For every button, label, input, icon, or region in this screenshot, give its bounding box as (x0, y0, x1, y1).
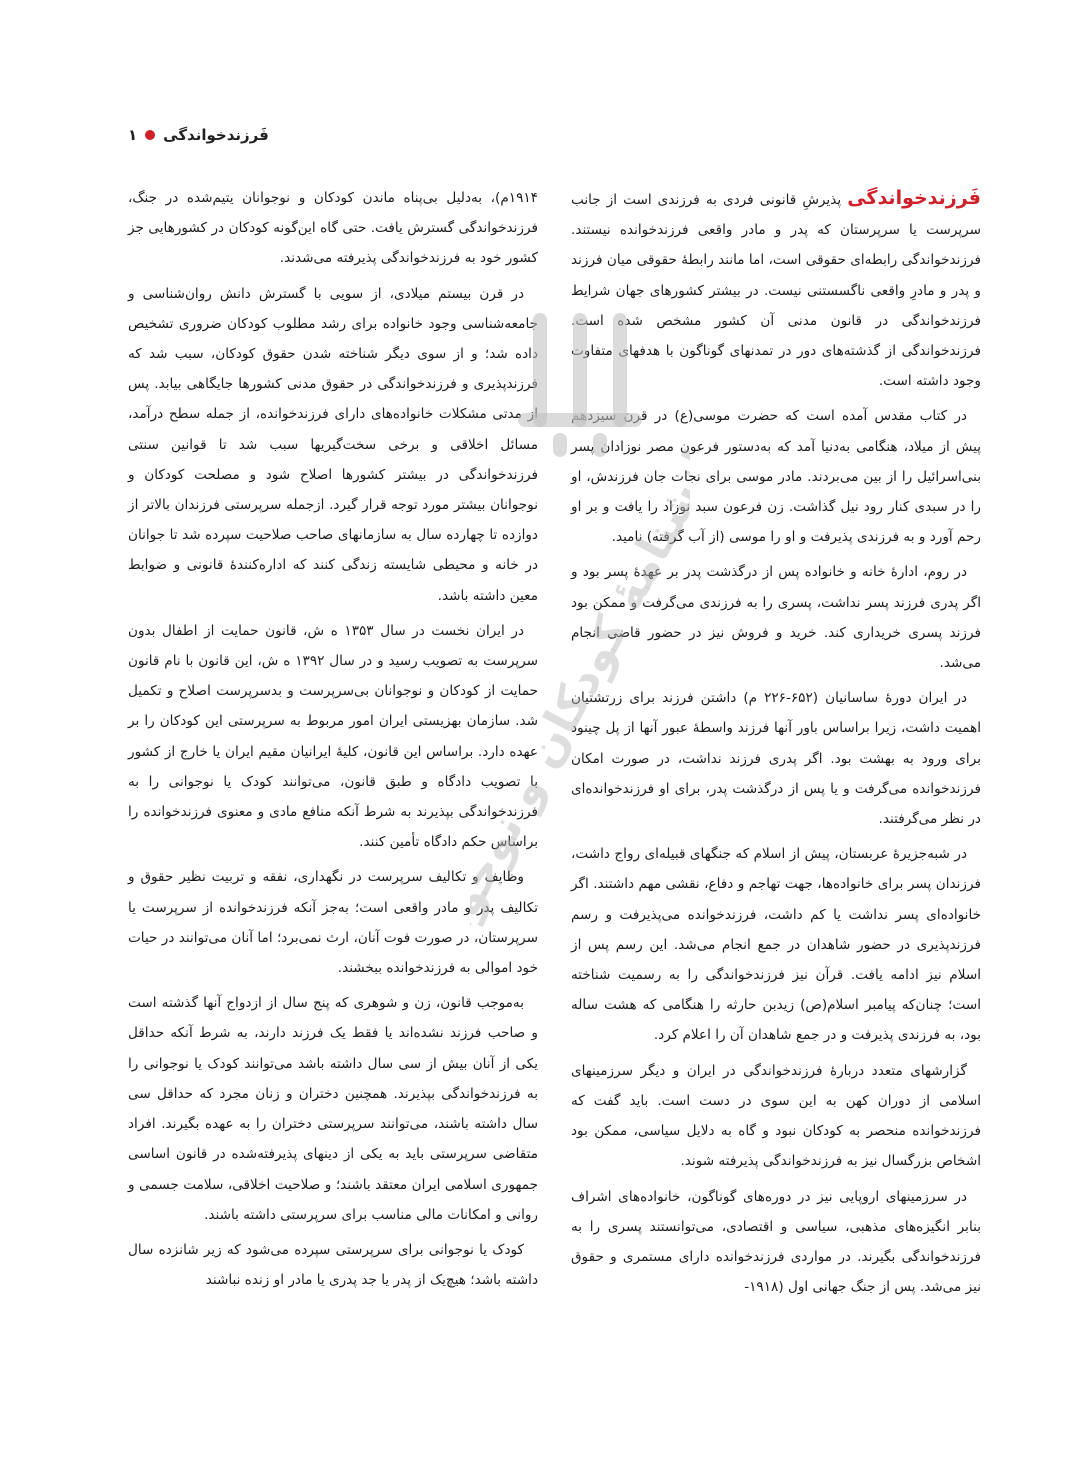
paragraph: در ایران دورهٔ ساسانیان (۶۵۲-۲۲۶ م) داشتن فرزند برای زرتشتیان اهمیت داشت، زیرا براساس باور آنها فرزند واسطهٔ عبور آنها از پل چینود برای ورود به بهشت بود. اگر پدری فرزند نداشت، در صورت امکان فرزندخوانده می‌گرفت و یا پس از درگذشت پدر، برای او فرزندخوانده‌ای در نظر می‌گرفتند. (571, 690, 981, 828)
running-header (128, 126, 269, 144)
watermark-text: دانشنامهٔ کودکان و نوجوانان (470, 420, 690, 1005)
paragraph: در ایران نخست در سال ۱۳۵۳ ه ش، قانون حمایت از اطفال بدون سرپرست به تصویب رسید و در سال ۱۳۹۲ ه ش، این قانون با نام قانون حمایت از کودکان و نوجوانان بی‌سرپرست و بدسرپرست اصلاح و تکمیل شد. سازمان بهزیستی ایران امور مربوط به سرپرستی این کودکان را بر عهده دارد. براساس این قانون، کلیهٔ ایرانیان مقیم ایران یا خارج از کشور با تصویب دادگاه و طبق قانون، می‌توانند کودک یا نوجوانی را به فرزندخواندگی بپذیرند به شرط آنکه منافع مادی و معنوی فرزندخوانده را براساس حکم دادگاه تأمین کنند. (128, 622, 538, 851)
paragraph: در کتاب مقدس آمده است که حضرت موسی(ع) در قرن سیزدهم پیش از میلاد، هنگامی به‌دنیا آمد که به‌دستور فرعون مصر نوزادان پسر بنی‌اسرائیل را از بین می‌بردند. مادر موسی برای نجات جان فرزندش، او را در سبدی کنار رود نیل گذاشت. زن فرعون سبد نوزاد را یافت و بر او رحم آورد و به فرزندی پذیرفت و او را موسی (از آب گرفته) نامید. (571, 408, 981, 546)
page-number: ۱ (128, 126, 138, 144)
paragraph: کودک یا نوجوانی برای سرپرستی سپرده می‌شود که زیر شانزده سال داشته باشد؛ هیچ‌یک از پدر یا جد پدری یا مادر او زنده نباشند (128, 1241, 538, 1289)
paragraph: در روم، ادارهٔ خانه و خانواده پس از درگذشت پدر بر عهدهٔ پسر بود و اگر پدری فرزند پسر نداشت، پسری را به فرزندی می‌گرفت و ممکن بود فرزند پسری خریداری کند. خرید و فروش نیز در حضور قاضی انجام می‌شد. (571, 564, 981, 672)
entry-headword: فَرزندخواندگی (847, 187, 981, 209)
paragraph: در قرن بیستم میلادی، از سویی با گسترش دانش روان‌شناسی و جامعه‌شناسی وجود خانواده برای رشد مطلوب کودکان ضروری تشخیص داده شد؛ و از سوی دیگر شناخته شدن حقوق کودکان، سبب شد که فرزندپذیری و فرزندخواندگی در حقوق مدنی کشورها جایگاهی بیابد. پس از مدتی مشکلات خانواده‌های دارای فرزندخوانده، از جمله سطح درآمد، مسائل اخلاقی و برخی سخت‌گیریها سبب شد تا قوانین سنتی فرزندخواندگی در بیشتر کشورها اصلاح شود و مصلحت کودکان و نوجوانان بیشتر مورد توجه قرار گیرد. ازجمله سرپرستی فرزندان بالاتر از دوازده تا چهارده سال به سازمانهای صاحب صلاحیت سپرده شد تا جوانان در خانه و محیطی شایسته زندگی کنند که اداره‌کنندهٔ قانونی و ضوابط معین داشته باشد. (128, 285, 538, 604)
section-title: فَرزندخواندگی (163, 126, 269, 144)
paragraph: وظایف و تکالیف سرپرست در نگهداری، نفقه و تربیت نظیر حقوق و تکالیف پدر و مادر واقعی است؛ به‌جز آنکه فرزندخوانده از سرپرست یا سرپرستان، در صورت فوت آنان، ارث نمی‌برد؛ اما آنان می‌توانند در حیات خود اموالی به فرزندخوانده ببخشند. (128, 869, 538, 977)
red-bullet-icon (145, 130, 155, 140)
left-column (128, 183, 538, 1300)
paragraph (571, 183, 981, 396)
paragraph: ۱۹۱۴م)، به‌دلیل بی‌پناه ماندن کودکان و نوجوانان یتیم‌شده در جنگ، فرزندخواندگی گسترش یافت. حتی گاه این‌گونه کودکان در کشورهایی جز کشور خود به فرزندخواندگی پذیرفته می‌شدند. (128, 190, 538, 267)
right-column (571, 183, 981, 1307)
paragraph: در سرزمینهای اروپایی نیز در دوره‌های گوناگون، خانواده‌های اشراف بنابر انگیزه‌های مذهبی، سیاسی و اقتصادی، می‌توانستند پسری را به فرزندخواندگی بگیرند. در مواردی فرزندخوانده دارای مستمری و حقوق نیز می‌شد. پس از جنگ جهانی اول (۱۹۱۸- (571, 1188, 981, 1296)
paragraph: گزارشهای متعدد دربارهٔ فرزندخواندگی در ایران و دیگر سرزمینهای اسلامی از دوران کهن به این سوی در دست است. باید گفت که فرزندخوانده منحصر به کودکان نبود و گاه به دلایل سیاسی، ممکن بود اشخاص بزرگسال نیز به فرزندخواندگی پذیرفته شوند. (571, 1062, 981, 1170)
paragraph-text: پذیرشِ قانونی فردی به فرزندی است از جانب سرپرست یا سرپرستان که پدر و مادر واقعی فرزندخوانده نیستند. فرزندخواندگی رابطه‌ای حقوقی است، اما مانند رابطهٔ حقوقی میان فرزند و پدر و مادرِ واقعی ناگسستنی نیست. در بیشتر کشورهای جهان شرایط فرزندخواندگی در قانون مدنی آن کشور مشخص شده است. فرزندخواندگی از گذشته‌های دور در تمدنهای گوناگون با هدفهای متفاوت وجود داشته است. (571, 192, 981, 390)
paragraph: در شبه‌جزیرهٔ عربستان، پیش از اسلام که جنگهای قبیله‌ای رواج داشت، فرزندان پسر برای خانواده‌ها، جهت تهاجم و دفاع، نقشی مهم داشتند. اگر خانواده‌ای پسر نداشت یا کم داشت، فرزندخوانده می‌پذیرفت و رسم فرزندپذیری در حضور شاهدان در جمع انجام می‌شد. این رسم پس از اسلام نیز ادامه یافت. قرآن نیز فرزندخواندگی را به رسمیت شناخته است؛ چنان‌که پیامبر اسلام(ص) زیدبن حارثه را هنگامی که هشت ساله بود، به فرزندی پذیرفت و در جمع شاهدان آن را اعلام کرد. (571, 846, 981, 1044)
paragraph: به‌موجب قانون، زن و شوهری که پنج سال از ازدواج آنها گذشته است و صاحب فرزند نشده‌اند یا فقط یک فرزند دارند، به شرط آنکه حداقل یکی از آنان بیش از سی سال داشته باشد می‌توانند کودک یا نوجوانی را به فرزندخواندگی بپذیرند. همچنین دختران و زنان مجرد که حداقل سی سال داشته باشند، می‌توانند سرپرستی دختران را به عهده بگیرند. افراد متقاضی سرپرستی باید به یکی از دینهای پذیرفته‌شده در قانون اساسی جمهوری اسلامی ایران معتقد باشند؛ و صلاحیت اخلاقی، سلامت جسمی و روانی و امکانات مالی مناسب برای سرپرستی داشته باشند. (128, 995, 538, 1223)
